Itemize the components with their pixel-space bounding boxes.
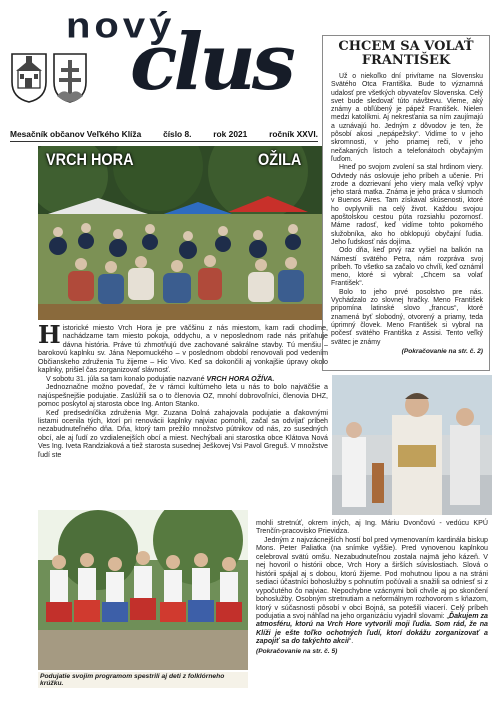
lead-paragraph-4: Keď predsedníčka združenia Mgr. Zuzana Dolná zahajovala podujatie a ďakovnými listami ocenila tých, ktorí pri renovácii kaplnky najviac pomohli, začal sa odvíjať príbeh nezabudnuteľného dňa. Dňa, ktorý tam prežilo množstvo pútnikov od nás, zo susedných obcí, ale aj ľudí zo vzdialenejších obcí a miest. Nechýbali ani starostka obce Klátova Nová Ves Ing. Iveta Randziaková a tiež starosta susednej Ješkovej Vsi Pavol Greguš. V množstve ľudí ste bbox=[38, 408, 328, 459]
side-article-title: CHCEM SA VOLAŤ FRANTIŠEK bbox=[338, 39, 474, 68]
dropcap: H bbox=[38, 320, 61, 349]
side-article-paragraph: Bolo to jeho prvé posolstvo pre nás. Vychádzalo zo slovnej hračky. Meno František pripomína latinské slovo „francus“, ktoré znamená byť slobodný, otvorený a priamy, teda úprimný človek. Meno František si vybral na počesť svätého Františka z Assisi. Tento veľký svätec je známy bbox=[331, 288, 483, 346]
slovak-coat-of-arms-icon bbox=[52, 52, 88, 104]
masthead-volume: ročník XXVI. bbox=[269, 129, 318, 139]
lead-article-body-continued bbox=[256, 519, 488, 656]
lead-heading-right: OŽILA bbox=[258, 150, 302, 169]
lead-article-body bbox=[38, 320, 328, 459]
masthead bbox=[10, 6, 318, 130]
crowd-photo-image bbox=[38, 146, 322, 320]
masthead-info-strip bbox=[10, 128, 318, 142]
side-article-paragraph: Hneď po svojom zvolení sa stal hrdinom viery. Odvtedy nás oslovuje jeho príbeh a učenie. Pri zrode a dozrievaní jeho viery mala veľký vplyv jeho stará matka. Známa je jeho práca v slumoch v Buenos Aires. Tam získaval skúsenosti, ktoré ho ovplyvnili na celý život. Každou svojou apoštolskou cestou púta rozsiahlu pozornosť. Máme radosť, keď vidíme tohto pokorného služobníka, ako ho obklopujú obyčajní ľudia. Jeho ľudskosť nás dojíma. bbox=[331, 164, 483, 246]
folklore-children-photo-image bbox=[38, 510, 248, 670]
lead-paragraph-2: V sobotu 31. júla sa tam konalo podujatie nazvané VRCH HORA OŽÍVA. bbox=[46, 374, 275, 383]
masthead-title-novy: nový bbox=[66, 6, 176, 46]
side-article-paragraph: Už o niekoľko dní privítame na Slovensku Svätého Otca Františka. Bude to významná udalosť pre všetkých obyvateľov Slovenska. Celý svet bude sledovať túto návštevu. Vieme, aký známy a obľúbený je pápež František. Nielen medzi katolíkmi. Aj nekresťania sa ním zaujímajú a uznávajú ho. Jedným z dôvodov je ten, že pôsobí akosi „nepápežsky“. Vidíme to v jeho skromnosti, v jeho priamej reči, v jeho nečakaných listoch a telefonátoch obyčajným ľuďom. bbox=[331, 73, 483, 163]
lead-paragraph-5: mohli stretnúť, okrem iných, aj Ing. Máriu Dvončovú - vedúcu KPÚ Trenčín-pracovisko Prievidza. bbox=[256, 519, 488, 536]
lead-paragraph-3: Jednoznačne možno povedať, že v rámci kultúrneho leta u nás to bolo najväčšie a najúspešnejšie podujatie. Zaslúžili sa o to členovia OZ, mnohí dobrovoľníci, členovia DHZ, pomoc poskytol aj starosta obce Ing. Anton Stanko. bbox=[38, 383, 328, 409]
village-coat-of-arms-icon bbox=[10, 52, 48, 104]
masthead-issue: číslo 8. bbox=[163, 129, 192, 139]
side-article-body bbox=[323, 68, 489, 347]
masthead-year: rok 2021 bbox=[213, 129, 248, 139]
photo-caption: Podujatie svojim programom spestrili aj deti z folklórneho krúžku. bbox=[38, 672, 248, 688]
masthead-title-clus: clus bbox=[130, 17, 292, 108]
lead-heading-left: VRCH HORA bbox=[46, 150, 134, 169]
side-article-continued: (Pokračovanie na str. č. 2) bbox=[401, 347, 483, 355]
lead-article-continued: (Pokračovanie na str. č. 5) bbox=[256, 647, 338, 655]
folklore-children-photo bbox=[38, 510, 248, 670]
crowd-photo bbox=[38, 146, 322, 320]
lead-paragraph-6: Jedným z najvzácnejších hostí bol pred vymenovaním kardinála biskup Mons. Peter Paliatka (na snímke vyššie). Pred vynovenou kaplnkou celebroval svätú omšu. Nezabudnuteľnou zostala najmä jeho kázeň. V nej hovoril o histórii obce, Vrch Hory a širších súvislostiach. Slová o histórii spájal aj s dobou, ktorú žijeme. Pod mohutnou lipou a na stráni sediaci účastníci bohoslužby s pohnutím počúvali a snažili sa odniesť si z vypočutého čo najviac. Nepochybne vzácnymi boli chvíle aj po skončení bohoslužby. Osobným stretnutiam a neformálnym rozhovorom s kňazom, ktorý v súčasnosti pôsobí v obci Bojná, sa potešili viacerí. Celý príbeh podujatia a svoj náhľad na jeho organizáciu vyjadril slovami: „Ďakujem za atmosféru, ktorú na Vrch Hore vytvorili moji ľudia. Som rád, že na Klíži je ešte toľko ochotných ľudí, ktorí dokážu zorganizovať a zapojiť sa do takýchto akcií“. bbox=[256, 535, 488, 646]
side-article-paragraph: Odo dňa, keď prvý raz vyšiel na balkón na Námestí svätého Petra, nám rozpráva svoj príbeh. To všetko sa začalo vo chvíli, keď oznámil meno, ktoré si vybral: „Chcem sa volať František“. bbox=[331, 247, 483, 288]
masthead-subtitle: Mesačník občanov Veľkého Klíža bbox=[10, 129, 142, 139]
lead-paragraph-1: Historické miesto Vrch Hora je pre väčšinu z nás miestom, kam radi chodíme, nachádzame tam miesto pokoja, oddychu, a v neposlednom rade nás priťahuje dávna história. Práve tú zhmotňujú dve zachované sakrálne stavby. Tú menšiu – barokovú kaplnku sv. Jána Nepomuckého – v poslednom období renovovali pod vedením Občianskeho združenia Tu žijeme – Hic Vivo. Keď sa dokončili aj vonkajšie úpravy okolo kaplnky, prišiel čas zorganizovať slávnosť. bbox=[38, 320, 328, 375]
bishop-photo bbox=[332, 375, 492, 515]
bishop-photo-image bbox=[332, 375, 492, 515]
side-article-box bbox=[322, 35, 490, 371]
